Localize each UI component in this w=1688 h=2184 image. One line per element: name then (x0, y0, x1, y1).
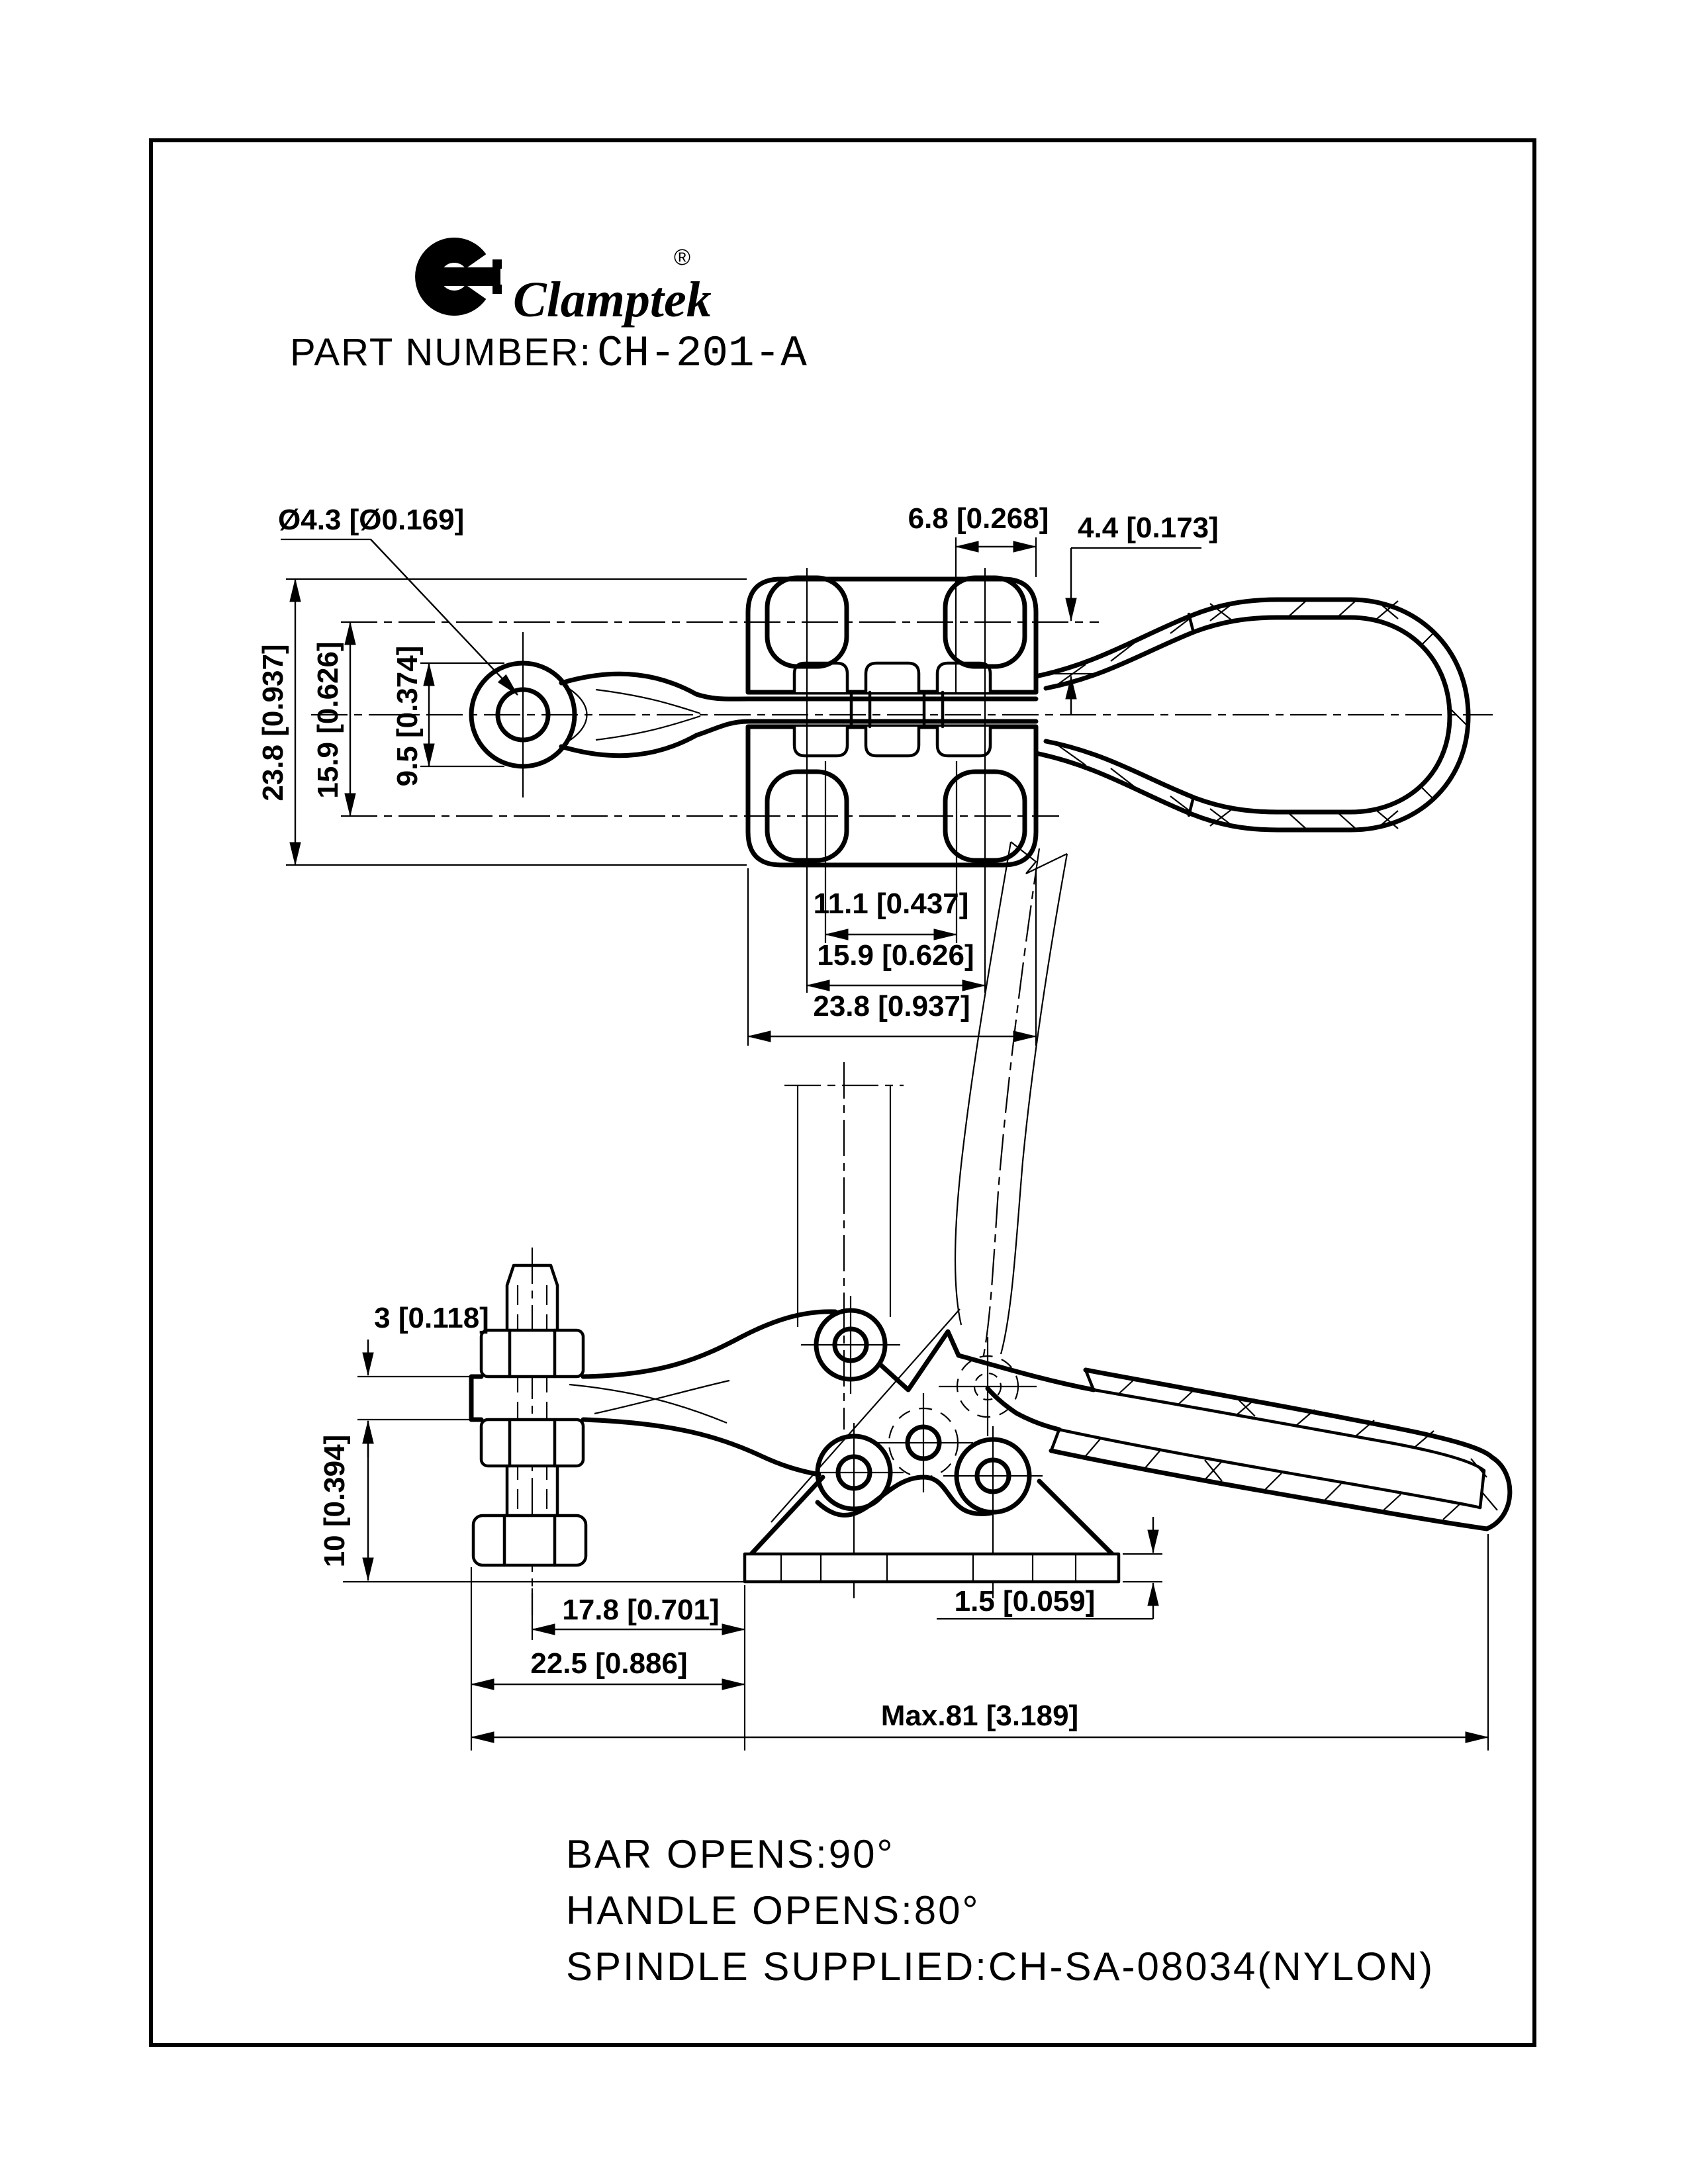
dim-hole-pitch-y: 15.9 [0.626] (312, 641, 344, 799)
dim-base-height: 10 [0.394] (318, 1434, 351, 1568)
part-number-value: CH-201-A (597, 329, 807, 379)
brand-text: Clamptek (513, 272, 712, 328)
top-view (257, 502, 1493, 1046)
dim-hole-span: 15.9 [0.626] (817, 939, 974, 972)
dim-base-length: 23.8 [0.937] (813, 990, 970, 1023)
side-view (318, 842, 1510, 1751)
hex-nut-upper (481, 1330, 583, 1377)
dim-pin-hole-dia: Ø4.3 [Ø0.169] (278, 504, 465, 536)
hex-nut-lower (481, 1420, 583, 1466)
dim-max-length: Max.81 [3.189] (880, 1700, 1079, 1732)
dim-flange-thickness: 1.5 [0.059] (954, 1585, 1096, 1617)
note-handle-opens: HANDLE OPENS:80° (566, 1888, 980, 1933)
dim-spindle-to-base: 17.8 [0.701] (562, 1594, 720, 1626)
grip-top-outer (1086, 1370, 1510, 1529)
dim-bar-thickness: 3 [0.118] (374, 1302, 489, 1334)
logo-block (290, 245, 807, 379)
dim-bar-end-to-base: 22.5 [0.886] (530, 1647, 688, 1680)
registered-mark-icon: ® (674, 245, 691, 270)
handle-open-position (955, 842, 1067, 1354)
grip-bottom-inner (1059, 1430, 1480, 1508)
dim-hole-pitch-x: 6.8 [0.268] (908, 502, 1049, 535)
grip-bottom-outer (1051, 1451, 1487, 1529)
mounting-flange (745, 1554, 1119, 1582)
dim-base-width: 23.8 [0.937] (257, 644, 289, 801)
clamptek-logo-icon (428, 250, 502, 303)
dim-bar-eye-od: 9.5 [0.374] (391, 645, 424, 787)
notes-block (566, 1832, 1434, 1989)
note-bar-opens: BAR OPENS:90° (566, 1832, 895, 1876)
part-number-label: PART NUMBER: (290, 331, 592, 374)
note-spindle-supplied: SPINDLE SUPPLIED:CH-SA-08034(NYLON) (566, 1944, 1435, 1989)
dim-hole-edge-offset: 4.4 [0.173] (1078, 512, 1219, 544)
hex-nut-bottom (473, 1516, 586, 1565)
dim-inner-span: 11.1 [0.437] (813, 887, 969, 920)
hinge-knuckles-lower (794, 727, 990, 756)
drawing-border (151, 140, 1534, 2045)
